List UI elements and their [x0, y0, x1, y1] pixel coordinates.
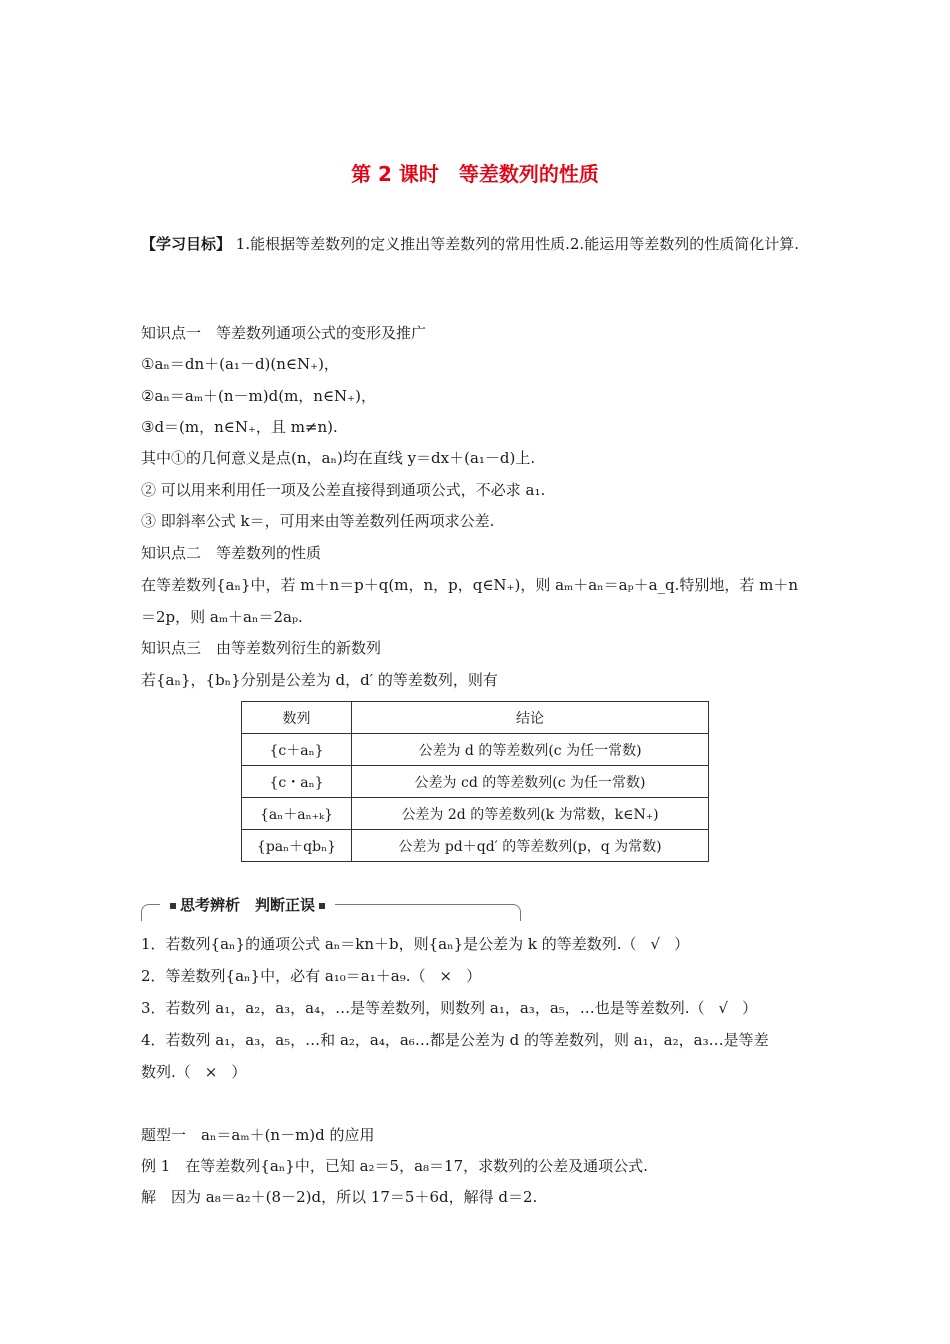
- judge-item-2: [141, 966, 481, 986]
- table-row: [242, 798, 709, 830]
- kp1-formula-3: ③d＝(m，n∈N₊，且 m≠n).: [141, 418, 338, 436]
- solution-1: 解 因为 a₈＝a₂＋(8－2)d，所以 17＝5＋6d，解得 d＝2.: [141, 1188, 538, 1206]
- judge-item-text: 2．等差数列{aₙ}中，必有 a₁₀＝a₁＋a₉.（: [141, 967, 426, 985]
- kp1-formula-1: ①aₙ＝dn＋(a₁－d)(n∈N₊)，: [141, 355, 339, 373]
- table-cell: {c＋aₙ}: [242, 734, 352, 766]
- table-cell: 公差为 cd 的等差数列(c 为任一常数): [352, 766, 709, 798]
- bracket-close: ）: [742, 999, 758, 1017]
- cross-mark: ×: [204, 1063, 218, 1081]
- table-header: 数列: [242, 702, 352, 734]
- properties-table: [241, 701, 709, 862]
- table-header: 结论: [352, 702, 709, 734]
- kp1-heading: 知识点一 等差数列通项公式的变形及推广: [141, 324, 427, 342]
- square-bullet-icon: [319, 903, 325, 909]
- objective-tag: 【学习目标】: [141, 235, 232, 253]
- think-label-text: 思考辨析 判断正误: [180, 896, 316, 914]
- example-1: 例 1 在等差数列{aₙ}中，已知 a₂＝5，a₈＝17，求数列的公差及通项公式.: [141, 1157, 648, 1175]
- square-bullet-icon: [170, 903, 176, 909]
- judge-item-text: 3．若数列 a₁，a₂，a₃，a₄，…是等差数列，则数列 a₁，a₃，a₅，…也是等差数列.（: [141, 999, 705, 1017]
- judge-item-4-cont: [141, 1062, 246, 1082]
- objective-text: 1.能根据等差数列的定义推出等差数列的常用性质.2.能运用等差数列的性质简化计算.: [235, 235, 799, 253]
- learning-objective: [141, 229, 813, 260]
- think-section-label: [160, 895, 335, 915]
- table-cell: {aₙ＋aₙ₊ₖ}: [242, 798, 352, 830]
- bracket-close: ）: [466, 967, 482, 985]
- judge-item-3: [141, 998, 757, 1018]
- page-title: 第 2 课时 等差数列的性质: [351, 162, 599, 186]
- kp1-formula-2: ②aₙ＝aₘ＋(n－m)d(m，n∈N₊)，: [141, 387, 376, 405]
- bracket-close: ）: [231, 1063, 247, 1081]
- kp1-note-3: ③ 即斜率公式 k＝，可用来由等差数列任两项求公差.: [141, 512, 495, 530]
- table-cell: {paₙ＋qbₙ}: [242, 830, 352, 862]
- judge-item-1: [141, 934, 689, 954]
- kp1-note-2: ② 可以用来利用任一项及公差直接得到通项公式，不必求 a₁.: [141, 481, 546, 499]
- table-row: [242, 766, 709, 798]
- table-row: [242, 734, 709, 766]
- judge-item-4: 4．若数列 a₁，a₃，a₅，…和 a₂，a₄，a₆…都是公差为 d 的等差数列，则 a₁，a₂，a₃…是等差: [141, 1031, 769, 1049]
- table-cell: 公差为 d 的等差数列(c 为任一常数): [352, 734, 709, 766]
- kp2-line-1: 在等差数列{aₙ}中，若 m＋n＝p＋q(m，n，p，q∈N₊)，则 aₘ＋aₙ＝aₚ＋a_q.特别地，若 m＋n: [141, 576, 799, 594]
- table-header-row: [242, 702, 709, 734]
- bracket-close: ）: [674, 935, 690, 953]
- kp3-intro: 若{aₙ}，{bₙ}分别是公差为 d，d′ 的等差数列，则有: [141, 671, 498, 689]
- judge-item-text: 1．若数列{aₙ}的通项公式 aₙ＝kn＋b，则{aₙ}是公差为 k 的等差数列.（: [141, 935, 637, 953]
- type1-heading: 题型一 aₙ＝aₘ＋(n－m)d 的应用: [141, 1126, 375, 1144]
- cross-mark: ×: [439, 967, 453, 985]
- kp3-heading: 知识点三 由等差数列衍生的新数列: [141, 639, 382, 657]
- check-mark: √: [650, 935, 661, 953]
- table-row: [242, 830, 709, 862]
- table-cell: 公差为 2d 的等差数列(k 为常数，k∈N₊): [352, 798, 709, 830]
- table-cell: {c・aₙ}: [242, 766, 352, 798]
- kp2-line-2: ＝2p，则 aₘ＋aₙ＝2aₚ.: [141, 608, 303, 626]
- table-cell: 公差为 pd＋qd′ 的等差数列(p，q 为常数): [352, 830, 709, 862]
- kp1-note-1: 其中①的几何意义是点(n，aₙ)均在直线 y＝dx＋(a₁－d)上.: [141, 449, 536, 467]
- judge-item-text: 数列.（: [141, 1063, 191, 1081]
- kp2-heading: 知识点二 等差数列的性质: [141, 544, 322, 562]
- check-mark: √: [718, 999, 729, 1017]
